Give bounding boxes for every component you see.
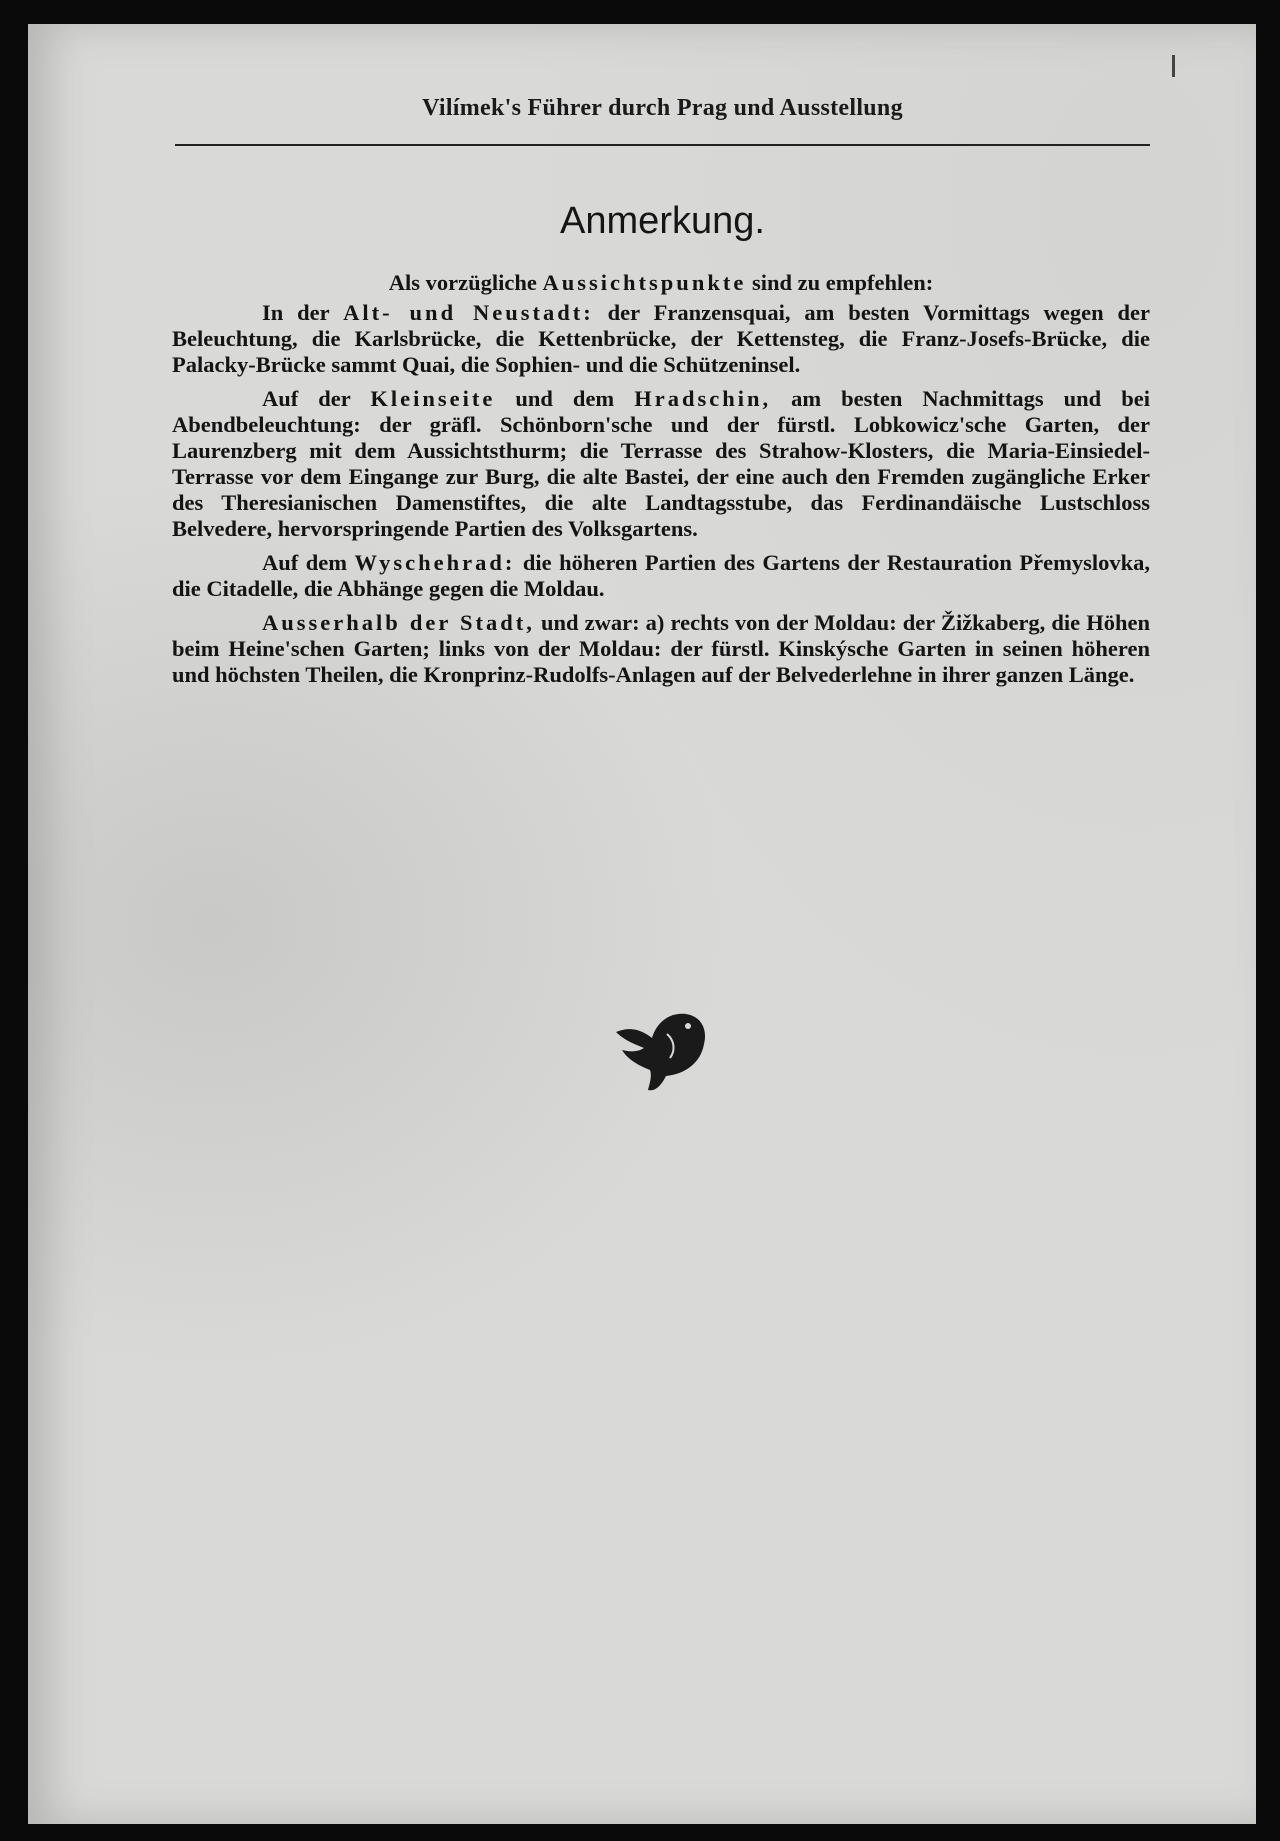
paragraph-emphasis: Ausserhalb der Stadt, <box>262 610 535 635</box>
paragraph-ausserhalb <box>172 610 1150 688</box>
paragraph-text: die höheren Partien des Gartens der Restauration Přemyslovka, die Citadelle, die Abhänge gegen die Moldau. <box>172 550 1150 601</box>
paragraph-prefix: In der <box>262 300 344 325</box>
paragraph-kleinseite <box>172 386 1150 542</box>
paragraph-mid: und dem <box>495 386 635 411</box>
paragraph-emphasis: Wyschehrad: <box>354 550 516 575</box>
section-body <box>172 270 1150 696</box>
paragraph-text: und zwar: a) rechts von der Moldau: der Žižkaberg, die Höhen beim Heine'schen Garten; links von der Moldau: der fürstl. Kinskýsche Garten in seinen höheren und höchsten Theilen, die Kronprinz-Rudolfs-Anlagen auf der Belvederlehne in ihrer ganzen Länge. <box>172 610 1150 687</box>
running-header: Vilímek's Führer durch Prag und Ausstellung <box>422 95 903 121</box>
bird-ornament-icon <box>612 1004 712 1099</box>
intro-prefix: Als vorzügliche <box>388 270 543 295</box>
intro-suffix: sind zu empfehlen: <box>746 270 934 295</box>
paragraph-wyschehrad <box>172 550 1150 602</box>
paragraph-emphasis-2: Hradschin, <box>634 386 772 411</box>
section-title: Anmerkung. <box>560 200 765 242</box>
header-rule <box>175 144 1150 146</box>
intro-paragraph <box>172 270 1150 296</box>
paragraph-text: am besten Nachmittags und bei Abendbeleuchtung: der gräfl. Schönborn'sche und der fürstl. Lobkowicz'sche Garten, der Laurenzberg mit dem Aussichtsthurm; die Terrasse des Strahow-Klosters, die Maria-Einsiedel-Terrasse vor dem Eingange zur Burg, die alte Bastei, der eine auch den Fremden zugängliche Erker des Theresianischen Damenstiftes, die alte Landtagsstube, das Ferdinandäische Lustschloss Belvedere, hervorspringende Partien des Volksgartens. <box>172 386 1150 541</box>
paragraph-prefix: Auf der <box>262 386 371 411</box>
paragraph-emphasis: Alt- und Neustadt: <box>343 300 594 325</box>
paragraph-text: der Franzensquai, am besten Vormittags wegen der Beleuchtung, die Karlsbrücke, die Kettenbrücke, der Kettensteg, die Franz-Josefs-Brücke, die Palacky-Brücke sammt Quai, die Sophien- und die Schützeninsel. <box>172 300 1150 377</box>
page-edge-mark <box>1172 55 1175 77</box>
paragraph-alt-neustadt <box>172 300 1150 378</box>
paragraph-prefix: Auf dem <box>262 550 355 575</box>
intro-emphasis: Aussichtspunkte <box>542 270 747 295</box>
paragraph-emphasis: Kleinseite <box>370 386 496 411</box>
